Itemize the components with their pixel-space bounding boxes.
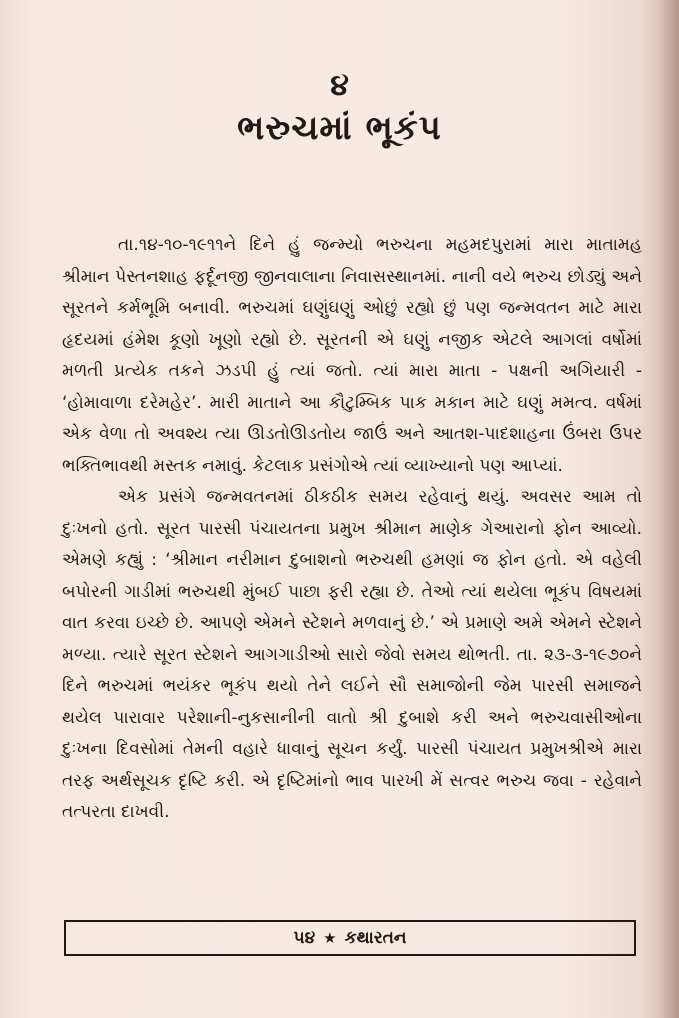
chapter-number: ૪ (330, 68, 349, 103)
book-title: કથારતન (344, 928, 407, 948)
page-number: ૫૪ (293, 928, 316, 948)
paragraph: તા.૧૪-૧૦-૧૯૧૧ને દિને હું જન્મ્યો ભરુચના મહમદપુરામાં મારા માતામહ શ્રીમાન પેસ્તનશાહ ફર્દૂનજી જીનવાલાના નિવાસસ્થાનમાં. નાની વયે ભરુચ છોડ્યું અને સૂરતને કર્મભૂમિ બનાવી. ભરુચમાં ઘણુંઘણું ઓછું રહ્યો છું પણ જન્મવતન માટે મારા હૃદયમાં હંમેશ કૂણો ખૂણો રહ્યો છે. સૂરતની એ ઘણું નજીક એટલે આગલાં વર્ષોમાં મળતી પ્રત્યેક તકને ઝડપી હું ત્યાં જતો. ત્યાં મારા માતા - પક્ષની અગિયારી - ‘હોમાવાળા દરેમહેર’. મારી માતાને આ કૌટુમ્બિક પાક મકાન માટે ઘણું મમત્વ. વર્ષમાં એક વેળા તો અવશ્ય ત્યા ઊડતોઊડતોય જાઉં અને આતશ-પાદશાહના ઉંબરા ઉપર ભક્તિભાવથી મસ્તક નમાવું. કેટલાક પ્રસંગોએ ત્યાં વ્યાખ્યાનો પણ આપ્યાં. (62, 235, 642, 476)
body-text (62, 230, 642, 829)
star-icon: ★ (323, 929, 337, 947)
page-footer (64, 920, 636, 956)
paragraph: એક પ્રસંગે જન્મવતનમાં ઠીકઠીક સમય રહેવાનું થયું. અવસર આમ તો દુઃખનો હતો. સૂરત પારસી પંચાયતના પ્રમુખ શ્રીમાન માણેક ગેઆરાનો ફોન આવ્યો. એમણે કહ્યું : ‘શ્રીમાન નરીમાન દુબાશનો ભરુચથી હમણાં જ ફોન હતો. એ વહેલી બપોરની ગાડીમાં ભરુચથી મુંબઈ પાછા ફરી રહ્યા છે. તેઓ ત્યાં થયેલા ભૂકંપ વિષયમાં વાત કરવા ઇચ્છે છે. આપણે એમને સ્ટેશને મળવાનું છે.’ એ પ્રમાણે અમે એમને સ્ટેશને મળ્યા. ત્યારે સૂરત સ્ટેશને આગગાડીઓ સારો જેવો સમય થોભતી. તા. ૨૩-૩-૧૯૭૦ને દિને ભરુચમાં ભયંકર ભૂકંપ થયો તેને લઈને સૌ સમાજોની જેમ પારસી સમાજને થયેલ પારાવાર પરેશાની-નુકસાનીની વાતો શ્રી દુબાશે કરી અને ભરુચવાસીઓના દુઃખના દિવસોમાં તેમની વહારે ધાવાનું સૂચન કર્યું. પારસી પંચાયત પ્રમુખશ્રીએ મારા તરફ અર્થસૂચક દૃષ્ટિ કરી. એ દૃષ્ટિમાંનો ભાવ પારખી મેં સત્વર ભરુચ જવા - રહેવાને તત્પરતા દાખવી. (62, 487, 642, 822)
chapter-title: ભરુચમાં ભૂકંપ (237, 108, 442, 148)
page-edge-shadow (657, 0, 679, 1018)
